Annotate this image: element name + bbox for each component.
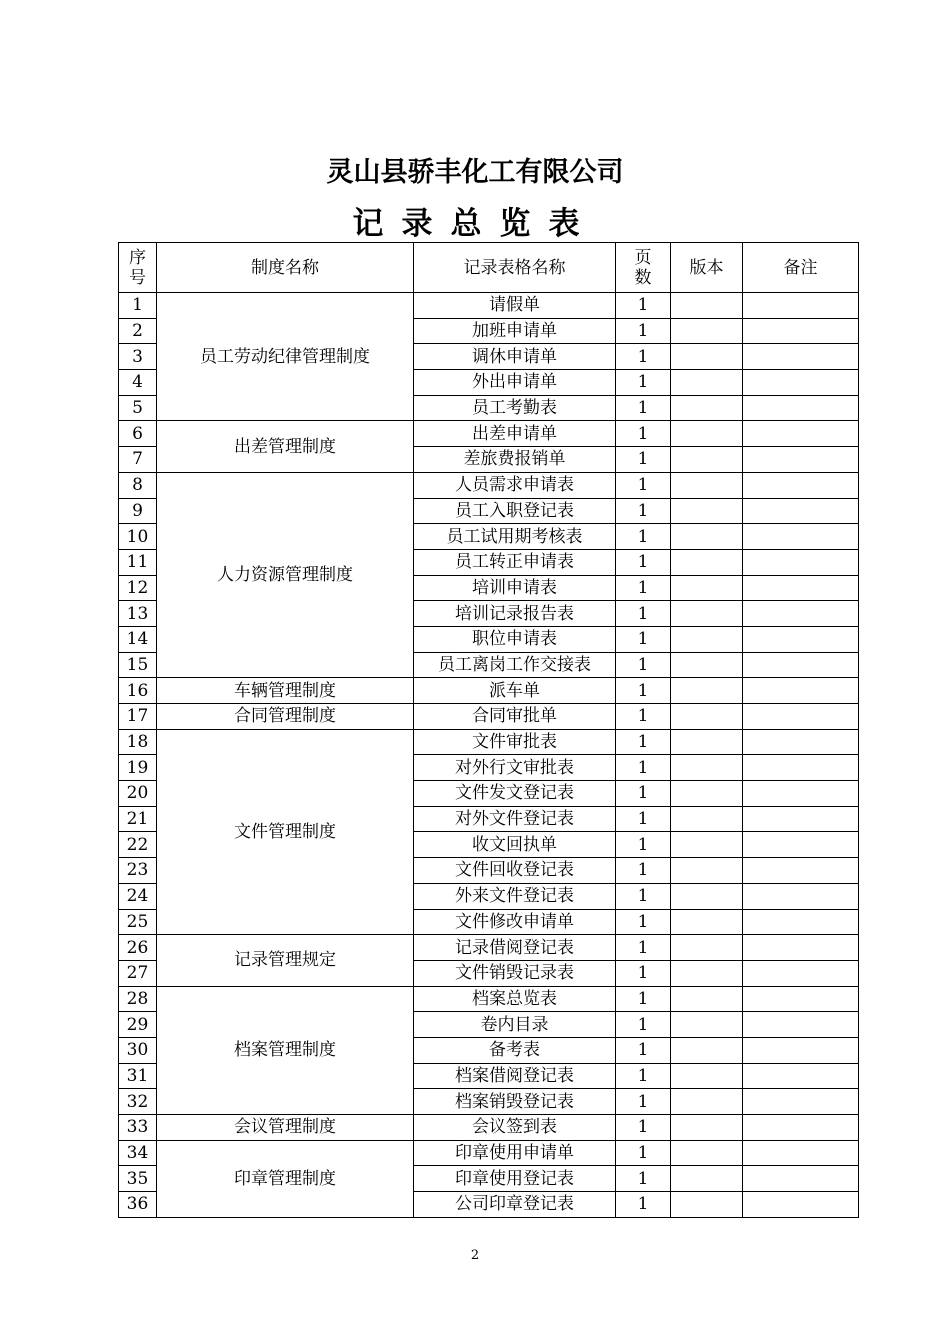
form-name-cell: 派车单: [414, 678, 616, 704]
remarks-cell: [743, 909, 859, 935]
form-name-cell: 出差申请单: [414, 421, 616, 447]
version-cell: [671, 626, 743, 652]
form-name-cell: 合同审批单: [414, 704, 616, 730]
form-name-cell: 记录借阅登记表: [414, 935, 616, 961]
header-form-name: 记录表格名称: [414, 243, 616, 293]
form-name-cell: 会议签到表: [414, 1115, 616, 1141]
version-cell: [671, 601, 743, 627]
row-seq: 11: [119, 549, 157, 575]
document-title: 记录总览表: [352, 206, 598, 242]
remarks-cell: [743, 1063, 859, 1089]
row-seq: 32: [119, 1089, 157, 1115]
pages-cell: 1: [616, 344, 671, 370]
remarks-cell: [743, 1115, 859, 1141]
pages-cell: 1: [616, 806, 671, 832]
pages-cell: 1: [616, 781, 671, 807]
pages-cell: 1: [616, 1012, 671, 1038]
form-name-cell: 对外行文审批表: [414, 755, 616, 781]
page-number: 2: [470, 1248, 480, 1263]
form-name-cell: 员工入职登记表: [414, 498, 616, 524]
remarks-cell: [743, 729, 859, 755]
version-cell: [671, 729, 743, 755]
version-cell: [671, 1115, 743, 1141]
pages-cell: 1: [616, 293, 671, 319]
table-row: [119, 1115, 859, 1141]
pages-cell: 1: [616, 395, 671, 421]
form-name-cell: 收文回执单: [414, 832, 616, 858]
pages-cell: 1: [616, 883, 671, 909]
version-cell: [671, 575, 743, 601]
remarks-cell: [743, 524, 859, 550]
row-seq: 18: [119, 729, 157, 755]
remarks-cell: [743, 293, 859, 319]
header-system-name: 制度名称: [157, 243, 414, 293]
system-name-cell: 档案管理制度: [157, 986, 414, 1114]
pages-cell: 1: [616, 447, 671, 473]
row-seq: 25: [119, 909, 157, 935]
pages-cell: 1: [616, 549, 671, 575]
pages-cell: 1: [616, 678, 671, 704]
version-cell: [671, 370, 743, 396]
remarks-cell: [743, 549, 859, 575]
version-cell: [671, 472, 743, 498]
system-name-cell: 记录管理规定: [157, 935, 414, 986]
pages-cell: 1: [616, 498, 671, 524]
pages-cell: 1: [616, 986, 671, 1012]
remarks-cell: [743, 472, 859, 498]
version-cell: [671, 1140, 743, 1166]
remarks-cell: [743, 832, 859, 858]
remarks-cell: [743, 960, 859, 986]
table-row: [119, 935, 859, 961]
pages-cell: 1: [616, 1037, 671, 1063]
version-cell: [671, 858, 743, 884]
pages-cell: 1: [616, 1063, 671, 1089]
form-name-cell: 文件审批表: [414, 729, 616, 755]
remarks-cell: [743, 704, 859, 730]
remarks-cell: [743, 626, 859, 652]
version-cell: [671, 883, 743, 909]
pages-cell: 1: [616, 960, 671, 986]
row-seq: 7: [119, 447, 157, 473]
version-cell: [671, 832, 743, 858]
pages-cell: 1: [616, 704, 671, 730]
version-cell: [671, 1063, 743, 1089]
pages-cell: 1: [616, 729, 671, 755]
row-seq: 4: [119, 370, 157, 396]
table-body: [119, 293, 859, 1218]
form-name-cell: 人员需求申请表: [414, 472, 616, 498]
version-cell: [671, 1192, 743, 1218]
form-name-cell: 备考表: [414, 1037, 616, 1063]
form-name-cell: 档案销毁登记表: [414, 1089, 616, 1115]
form-name-cell: 职位申请表: [414, 626, 616, 652]
row-seq: 1: [119, 293, 157, 319]
form-name-cell: 卷内目录: [414, 1012, 616, 1038]
system-name-cell: 合同管理制度: [157, 704, 414, 730]
pages-cell: 1: [616, 1140, 671, 1166]
pages-cell: 1: [616, 626, 671, 652]
header-seq: 序号: [119, 243, 157, 293]
row-seq: 24: [119, 883, 157, 909]
pages-cell: 1: [616, 370, 671, 396]
table-header-row: [119, 243, 859, 293]
table-row: [119, 472, 859, 498]
form-name-cell: 员工试用期考核表: [414, 524, 616, 550]
version-cell: [671, 549, 743, 575]
form-name-cell: 文件修改申请单: [414, 909, 616, 935]
pages-cell: 1: [616, 909, 671, 935]
remarks-cell: [743, 652, 859, 678]
form-name-cell: 请假单: [414, 293, 616, 319]
version-cell: [671, 909, 743, 935]
system-name-cell: 员工劳动纪律管理制度: [157, 293, 414, 421]
remarks-cell: [743, 858, 859, 884]
version-cell: [671, 1166, 743, 1192]
pages-cell: 1: [616, 1089, 671, 1115]
version-cell: [671, 935, 743, 961]
row-seq: 34: [119, 1140, 157, 1166]
pages-cell: 1: [616, 318, 671, 344]
remarks-cell: [743, 755, 859, 781]
form-name-cell: 外出申请单: [414, 370, 616, 396]
pages-cell: 1: [616, 601, 671, 627]
version-cell: [671, 498, 743, 524]
pages-cell: 1: [616, 524, 671, 550]
version-cell: [671, 421, 743, 447]
pages-cell: 1: [616, 472, 671, 498]
pages-cell: 1: [616, 421, 671, 447]
form-name-cell: 印章使用登记表: [414, 1166, 616, 1192]
version-cell: [671, 781, 743, 807]
version-cell: [671, 318, 743, 344]
remarks-cell: [743, 1089, 859, 1115]
form-name-cell: 公司印章登记表: [414, 1192, 616, 1218]
form-name-cell: 员工考勤表: [414, 395, 616, 421]
row-seq: 17: [119, 704, 157, 730]
version-cell: [671, 704, 743, 730]
row-seq: 12: [119, 575, 157, 601]
pages-cell: 1: [616, 1166, 671, 1192]
row-seq: 10: [119, 524, 157, 550]
remarks-cell: [743, 1166, 859, 1192]
row-seq: 21: [119, 806, 157, 832]
remarks-cell: [743, 986, 859, 1012]
remarks-cell: [743, 806, 859, 832]
version-cell: [671, 755, 743, 781]
form-name-cell: 文件发文登记表: [414, 781, 616, 807]
row-seq: 6: [119, 421, 157, 447]
remarks-cell: [743, 935, 859, 961]
row-seq: 15: [119, 652, 157, 678]
remarks-cell: [743, 395, 859, 421]
pages-cell: 1: [616, 858, 671, 884]
pages-cell: 1: [616, 1115, 671, 1141]
row-seq: 20: [119, 781, 157, 807]
row-seq: 9: [119, 498, 157, 524]
remarks-cell: [743, 498, 859, 524]
remarks-cell: [743, 447, 859, 473]
remarks-cell: [743, 1192, 859, 1218]
system-name-cell: 车辆管理制度: [157, 678, 414, 704]
remarks-cell: [743, 1037, 859, 1063]
row-seq: 5: [119, 395, 157, 421]
row-seq: 3: [119, 344, 157, 370]
remarks-cell: [743, 601, 859, 627]
table-row: [119, 729, 859, 755]
form-name-cell: 对外文件登记表: [414, 806, 616, 832]
remarks-cell: [743, 883, 859, 909]
header-remarks: 备注: [743, 243, 859, 293]
row-seq: 16: [119, 678, 157, 704]
form-name-cell: 印章使用申请单: [414, 1140, 616, 1166]
form-name-cell: 培训记录报告表: [414, 601, 616, 627]
system-name-cell: 印章管理制度: [157, 1140, 414, 1217]
form-name-cell: 档案总览表: [414, 986, 616, 1012]
form-name-cell: 培训申请表: [414, 575, 616, 601]
version-cell: [671, 524, 743, 550]
row-seq: 29: [119, 1012, 157, 1038]
row-seq: 8: [119, 472, 157, 498]
system-name-cell: 人力资源管理制度: [157, 472, 414, 678]
form-name-cell: 外来文件登记表: [414, 883, 616, 909]
row-seq: 27: [119, 960, 157, 986]
row-seq: 2: [119, 318, 157, 344]
remarks-cell: [743, 370, 859, 396]
remarks-cell: [743, 421, 859, 447]
remarks-cell: [743, 344, 859, 370]
table-row: [119, 986, 859, 1012]
row-seq: 28: [119, 986, 157, 1012]
row-seq: 13: [119, 601, 157, 627]
remarks-cell: [743, 678, 859, 704]
form-name-cell: 文件回收登记表: [414, 858, 616, 884]
pages-cell: 1: [616, 832, 671, 858]
row-seq: 23: [119, 858, 157, 884]
table-row: [119, 704, 859, 730]
remarks-cell: [743, 1140, 859, 1166]
header-pages: 页数: [616, 243, 671, 293]
version-cell: [671, 960, 743, 986]
row-seq: 36: [119, 1192, 157, 1218]
table-row: [119, 293, 859, 319]
version-cell: [671, 293, 743, 319]
form-name-cell: 加班申请单: [414, 318, 616, 344]
form-name-cell: 文件销毁记录表: [414, 960, 616, 986]
version-cell: [671, 652, 743, 678]
version-cell: [671, 395, 743, 421]
header-version: 版本: [671, 243, 743, 293]
version-cell: [671, 678, 743, 704]
version-cell: [671, 447, 743, 473]
version-cell: [671, 1037, 743, 1063]
company-name: 灵山县骄丰化工有限公司: [326, 157, 624, 188]
pages-cell: 1: [616, 1192, 671, 1218]
pages-cell: 1: [616, 935, 671, 961]
pages-cell: 1: [616, 755, 671, 781]
remarks-cell: [743, 781, 859, 807]
pages-cell: 1: [616, 575, 671, 601]
system-name-cell: 出差管理制度: [157, 421, 414, 472]
row-seq: 22: [119, 832, 157, 858]
system-name-cell: 文件管理制度: [157, 729, 414, 935]
form-name-cell: 差旅费报销单: [414, 447, 616, 473]
remarks-cell: [743, 318, 859, 344]
version-cell: [671, 806, 743, 832]
records-table: [118, 242, 859, 1218]
remarks-cell: [743, 1012, 859, 1038]
row-seq: 30: [119, 1037, 157, 1063]
table-row: [119, 421, 859, 447]
row-seq: 31: [119, 1063, 157, 1089]
form-name-cell: 员工转正申请表: [414, 549, 616, 575]
form-name-cell: 调休申请单: [414, 344, 616, 370]
system-name-cell: 会议管理制度: [157, 1115, 414, 1141]
version-cell: [671, 986, 743, 1012]
table-row: [119, 678, 859, 704]
row-seq: 26: [119, 935, 157, 961]
remarks-cell: [743, 575, 859, 601]
row-seq: 33: [119, 1115, 157, 1141]
row-seq: 19: [119, 755, 157, 781]
version-cell: [671, 1089, 743, 1115]
version-cell: [671, 344, 743, 370]
row-seq: 14: [119, 626, 157, 652]
table-row: [119, 1140, 859, 1166]
pages-cell: 1: [616, 652, 671, 678]
row-seq: 35: [119, 1166, 157, 1192]
form-name-cell: 档案借阅登记表: [414, 1063, 616, 1089]
form-name-cell: 员工离岗工作交接表: [414, 652, 616, 678]
version-cell: [671, 1012, 743, 1038]
